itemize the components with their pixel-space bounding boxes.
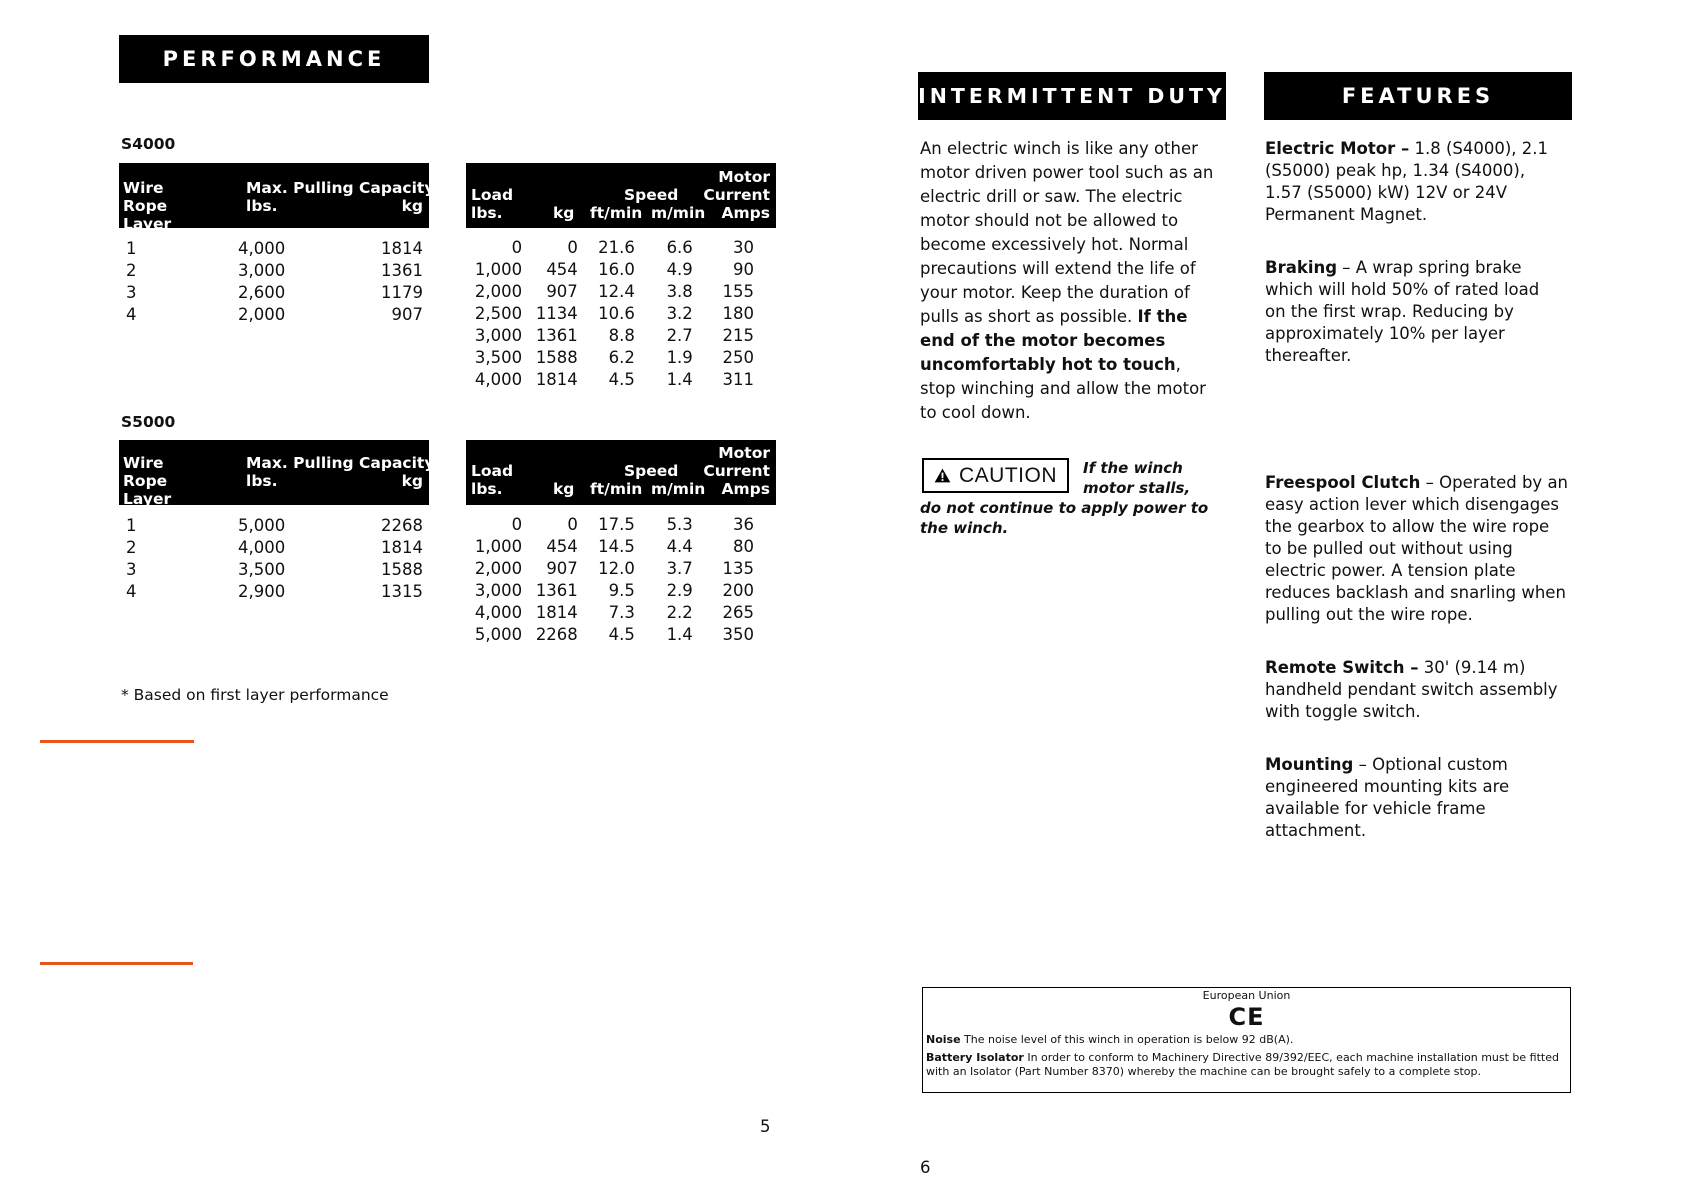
speed-table-header-s5000 bbox=[466, 440, 776, 505]
noise-text: The noise level of this winch in operation is below 92 dB(A). bbox=[960, 1033, 1294, 1046]
cell-lbs: 0 bbox=[511, 238, 523, 257]
cell-lbs: 3,500 bbox=[474, 348, 523, 367]
cell-kg: 1134 bbox=[535, 304, 578, 323]
cell-kg: 1179 bbox=[381, 283, 423, 302]
cell-lbs: 1,000 bbox=[474, 260, 523, 279]
cell-lbs: 5,000 bbox=[474, 625, 523, 644]
cell-mmin: 2.9 bbox=[666, 581, 693, 600]
col-m-min: m/min bbox=[651, 480, 706, 498]
cell-layer: 4 bbox=[126, 582, 137, 601]
cell-ftmin: 17.5 bbox=[598, 515, 635, 534]
intermittent-duty-banner: INTERMITTENT DUTY bbox=[918, 72, 1226, 120]
duty-paragraph bbox=[920, 137, 1220, 425]
cell-amps: 350 bbox=[722, 625, 754, 644]
table-row bbox=[126, 260, 423, 282]
duty-text-bold: If the end of the motor becomes uncomfortably hot to touch bbox=[920, 307, 1188, 374]
cell-kg: 1361 bbox=[535, 326, 578, 345]
cell-layer: 1 bbox=[126, 239, 137, 258]
col-current: Current bbox=[703, 186, 770, 204]
table-row bbox=[466, 325, 764, 347]
cell-lbs: 4,000 bbox=[238, 538, 286, 557]
cell-mmin: 2.2 bbox=[666, 603, 693, 622]
cell-ftmin: 8.8 bbox=[608, 326, 635, 345]
cell-kg: 2268 bbox=[535, 625, 578, 644]
cell-amps: 135 bbox=[722, 559, 754, 578]
accent-line-top bbox=[40, 740, 194, 743]
cell-ftmin: 9.5 bbox=[608, 581, 635, 600]
col-current: Current bbox=[703, 462, 770, 480]
cell-mmin: 4.4 bbox=[666, 537, 693, 556]
cell-ftmin: 4.5 bbox=[608, 625, 635, 644]
cell-amps: 265 bbox=[722, 603, 754, 622]
col-load: Load bbox=[471, 186, 514, 204]
col-kg: kg bbox=[553, 204, 575, 222]
cell-kg: 1315 bbox=[381, 582, 423, 601]
cell-lbs: 3,000 bbox=[474, 326, 523, 345]
cell-amps: 180 bbox=[722, 304, 754, 323]
feature-freespool-clutch bbox=[1265, 472, 1570, 626]
cell-amps: 250 bbox=[722, 348, 754, 367]
capacity-table-s4000 bbox=[126, 238, 423, 326]
col-kg: kg bbox=[401, 197, 423, 215]
cell-ftmin: 12.0 bbox=[598, 559, 635, 578]
col-speed: Speed bbox=[624, 462, 679, 480]
ce-mark-logo: CE bbox=[1228, 1003, 1265, 1031]
col-lbs: lbs. bbox=[471, 480, 503, 498]
feature-text: 30' (9.14 m) handheld pendant switch assembly with toggle switch. bbox=[1265, 658, 1558, 721]
duty-text-1: An electric winch is like any other motor driven power tool such as an electric drill or saw. The electric motor should not be allowed to become excessively hot. Normal precautions will extend the life of your motor. Keep the duration of pulls as short as possible. bbox=[920, 139, 1214, 326]
cell-kg: 1814 bbox=[535, 603, 578, 622]
cell-amps: 215 bbox=[722, 326, 754, 345]
cell-lbs: 2,000 bbox=[238, 305, 286, 324]
cell-amps: 311 bbox=[722, 370, 754, 389]
col-max-pulling-capacity: Max. Pulling Capacity bbox=[246, 454, 435, 472]
cell-layer: 2 bbox=[126, 538, 137, 557]
col-motor: Motor bbox=[718, 168, 770, 186]
feature-text: – Operated by an easy action lever which disengages the gearbox to allow the wire rope to be pulled out without using electric power. A tension plate reduces backlash and snarling when pulling out the wire rope. bbox=[1265, 473, 1569, 624]
table-row bbox=[466, 580, 764, 602]
col-amps: Amps bbox=[721, 480, 770, 498]
cell-layer: 4 bbox=[126, 305, 137, 324]
cell-ftmin: 14.5 bbox=[598, 537, 635, 556]
col-lbs: lbs. bbox=[246, 197, 278, 215]
cell-ftmin: 7.3 bbox=[608, 603, 635, 622]
cell-kg: 1361 bbox=[535, 581, 578, 600]
col-motor: Motor bbox=[718, 444, 770, 462]
feature-text: 1.8 (S4000), 2.1 (S5000) peak hp, 1.34 (S4000), 1.57 (S5000) kW) 12V or 24V Permanent Magnet. bbox=[1265, 139, 1549, 224]
cell-kg: 1588 bbox=[381, 560, 423, 579]
feature-text: – A wrap spring brake which will hold 50% of rated load on the first wrap. Reducing by approximately 10% per layer thereafter. bbox=[1265, 258, 1540, 365]
table-row bbox=[466, 347, 764, 369]
feature-title: Remote Switch – bbox=[1265, 658, 1419, 677]
cell-kg: 1361 bbox=[381, 261, 423, 280]
table-row bbox=[126, 537, 423, 559]
cell-mmin: 3.7 bbox=[666, 559, 693, 578]
table-row bbox=[126, 304, 423, 326]
feature-title: Electric Motor – bbox=[1265, 139, 1410, 158]
cell-ftmin: 21.6 bbox=[598, 238, 635, 257]
cell-mmin: 2.7 bbox=[666, 326, 693, 345]
table-row bbox=[466, 303, 764, 325]
cell-lbs: 4,000 bbox=[474, 603, 523, 622]
cell-ftmin: 16.0 bbox=[598, 260, 635, 279]
cell-mmin: 3.8 bbox=[666, 282, 693, 301]
model-title-s5000: S5000 bbox=[121, 413, 176, 431]
cell-kg: 0 bbox=[567, 238, 578, 257]
cell-mmin: 5.3 bbox=[666, 515, 693, 534]
cell-kg: 907 bbox=[546, 559, 578, 578]
performance-banner: PERFORMANCE bbox=[119, 35, 429, 83]
cell-kg: 907 bbox=[546, 282, 578, 301]
col-kg: kg bbox=[553, 480, 575, 498]
features-banner: FEATURES bbox=[1264, 72, 1572, 120]
table-row bbox=[466, 259, 764, 281]
caution-label bbox=[922, 458, 1069, 493]
cell-amps: 200 bbox=[722, 581, 754, 600]
cell-lbs: 0 bbox=[511, 515, 523, 534]
cell-mmin: 6.6 bbox=[666, 238, 693, 257]
cell-mmin: 1.4 bbox=[666, 370, 693, 389]
cell-lbs: 1,000 bbox=[474, 537, 523, 556]
cell-mmin: 1.4 bbox=[666, 625, 693, 644]
duty-text-2: , stop winching and allow the motor to cool down. bbox=[920, 355, 1206, 422]
col-wire-rope-layer: Wire Rope Layer bbox=[123, 454, 172, 508]
cell-kg: 0 bbox=[567, 515, 578, 534]
cell-amps: 80 bbox=[733, 537, 754, 556]
footnote: * Based on first layer performance bbox=[121, 686, 389, 704]
capacity-table-s5000 bbox=[126, 515, 423, 603]
table-row bbox=[466, 624, 764, 646]
col-speed: Speed bbox=[624, 186, 679, 204]
cell-lbs: 3,000 bbox=[474, 581, 523, 600]
cell-kg: 1814 bbox=[381, 538, 423, 557]
cell-mmin: 1.9 bbox=[666, 348, 693, 367]
feature-title: Mounting bbox=[1265, 755, 1354, 774]
cell-lbs: 5,000 bbox=[238, 516, 286, 535]
speed-table-header-s4000 bbox=[466, 163, 776, 228]
col-kg: kg bbox=[401, 472, 423, 490]
cell-ftmin: 12.4 bbox=[598, 282, 635, 301]
noise-label: Noise bbox=[926, 1033, 961, 1046]
accent-line-bottom bbox=[40, 962, 193, 965]
cell-kg: 454 bbox=[546, 537, 578, 556]
col-m-min: m/min bbox=[651, 204, 706, 222]
speed-table-s5000 bbox=[466, 514, 764, 646]
cell-layer: 3 bbox=[126, 283, 137, 302]
table-row bbox=[126, 282, 423, 304]
cell-amps: 30 bbox=[733, 238, 754, 257]
table-row bbox=[126, 238, 423, 260]
capacity-table-header-s4000 bbox=[119, 163, 435, 233]
eu-title: European Union bbox=[1202, 989, 1291, 1002]
table-row bbox=[466, 536, 764, 558]
table-row bbox=[466, 558, 764, 580]
cell-kg: 2268 bbox=[381, 516, 423, 535]
page-number-left: 5 bbox=[760, 1117, 771, 1136]
battery-isolator-statement bbox=[923, 1047, 1570, 1079]
col-wire-rope-layer: Wire Rope Layer bbox=[123, 179, 172, 233]
cell-layer: 2 bbox=[126, 261, 137, 280]
cell-lbs: 4,000 bbox=[238, 239, 286, 258]
cell-kg: 907 bbox=[391, 305, 423, 324]
feature-braking bbox=[1265, 257, 1565, 367]
cell-ftmin: 6.2 bbox=[608, 348, 635, 367]
feature-mounting bbox=[1265, 754, 1570, 842]
eu-compliance-box bbox=[922, 987, 1571, 1093]
table-row bbox=[466, 514, 764, 536]
col-amps: Amps bbox=[721, 204, 770, 222]
table-row bbox=[466, 237, 764, 259]
feature-remote-switch bbox=[1265, 657, 1565, 723]
feature-electric-motor bbox=[1265, 138, 1565, 226]
cell-mmin: 3.2 bbox=[666, 304, 693, 323]
page-number-right: 6 bbox=[920, 1158, 931, 1177]
cell-lbs: 3,500 bbox=[238, 560, 286, 579]
cell-lbs: 2,900 bbox=[238, 582, 286, 601]
col-lbs: lbs. bbox=[471, 204, 503, 222]
model-title-s4000: S4000 bbox=[121, 135, 176, 153]
cell-layer: 3 bbox=[126, 560, 137, 579]
col-ft-min: ft/min bbox=[590, 480, 643, 498]
capacity-table-header-s5000 bbox=[119, 440, 435, 508]
cell-kg: 1814 bbox=[535, 370, 578, 389]
cell-kg: 454 bbox=[546, 260, 578, 279]
cell-amps: 155 bbox=[722, 282, 754, 301]
caution-message-1: If the winch motor stalls, bbox=[1083, 459, 1191, 497]
table-row bbox=[466, 281, 764, 303]
cell-lbs: 3,000 bbox=[238, 261, 286, 280]
col-load: Load bbox=[471, 462, 514, 480]
cell-mmin: 4.9 bbox=[666, 260, 693, 279]
warning-triangle-icon bbox=[934, 464, 951, 487]
col-ft-min: ft/min bbox=[590, 204, 643, 222]
noise-statement bbox=[923, 1031, 1570, 1047]
cell-lbs: 2,600 bbox=[238, 283, 286, 302]
caution-text: CAUTION bbox=[959, 463, 1057, 487]
caution-message-2: do not continue to apply power to the winch. bbox=[920, 499, 1209, 537]
cell-amps: 90 bbox=[733, 260, 754, 279]
cell-lbs: 4,000 bbox=[474, 370, 523, 389]
feature-title: Freespool Clutch bbox=[1265, 473, 1421, 492]
battery-text: In order to conform to Machinery Directive 89/392/EEC, each machine installation must be fitted with an Isolator (Part Number 8370) whereby the machine can be brought safely to a complete stop. bbox=[926, 1051, 1559, 1078]
cell-kg: 1588 bbox=[535, 348, 578, 367]
battery-label: Battery Isolator bbox=[926, 1051, 1024, 1064]
feature-title: Braking bbox=[1265, 258, 1338, 277]
col-max-pulling-capacity: Max. Pulling Capacity bbox=[246, 179, 435, 197]
cell-kg: 1814 bbox=[381, 239, 423, 258]
table-row bbox=[126, 581, 423, 603]
col-lbs: lbs. bbox=[246, 472, 278, 490]
cell-lbs: 2,000 bbox=[474, 559, 523, 578]
cell-ftmin: 4.5 bbox=[608, 370, 635, 389]
table-row bbox=[466, 369, 764, 391]
cell-lbs: 2,000 bbox=[474, 282, 523, 301]
feature-text: – Optional custom engineered mounting kits are available for vehicle frame attachment. bbox=[1265, 755, 1510, 840]
cell-lbs: 2,500 bbox=[474, 304, 523, 323]
cell-ftmin: 10.6 bbox=[598, 304, 635, 323]
speed-table-s4000 bbox=[466, 237, 764, 391]
table-row bbox=[126, 559, 423, 581]
cell-layer: 1 bbox=[126, 516, 137, 535]
table-row bbox=[466, 602, 764, 624]
table-row bbox=[126, 515, 423, 537]
cell-amps: 36 bbox=[733, 515, 754, 534]
